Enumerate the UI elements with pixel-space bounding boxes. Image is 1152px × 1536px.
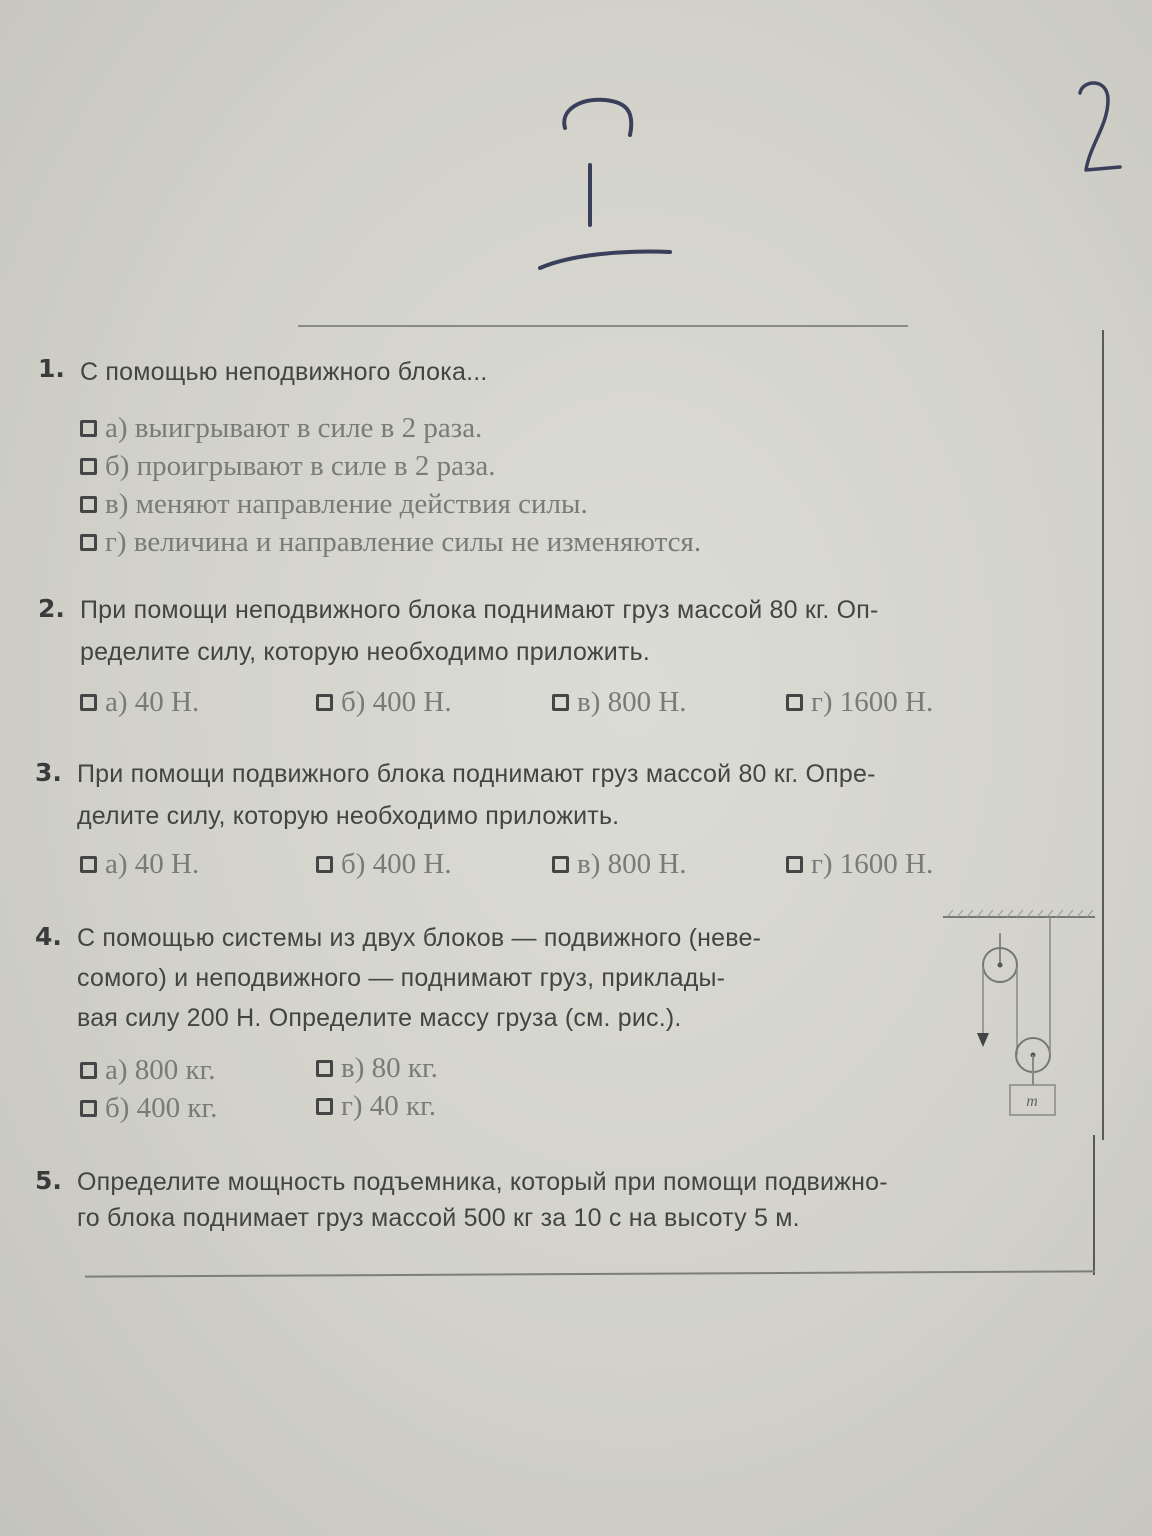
checkbox[interactable] xyxy=(316,856,333,873)
option-2d[interactable]: г) 1600 Н. xyxy=(786,686,933,719)
option-2c[interactable]: в) 800 Н. xyxy=(552,686,687,719)
checkbox[interactable] xyxy=(80,534,97,551)
handwritten-variant-mark xyxy=(520,80,690,280)
checkbox[interactable] xyxy=(80,496,97,513)
checkbox[interactable] xyxy=(552,856,569,873)
option-2b[interactable]: б) 400 Н. xyxy=(316,686,452,719)
checkbox[interactable] xyxy=(786,694,803,711)
option-3a[interactable]: а) 40 Н. xyxy=(80,848,199,881)
checkbox[interactable] xyxy=(80,1100,97,1117)
question-number: 5. xyxy=(35,1166,62,1195)
top-divider xyxy=(298,325,908,327)
question-text-line-1: При помощи неподвижного блока поднимают груз массой 80 кг. Оп- xyxy=(80,596,879,624)
question-number: 3. xyxy=(35,758,62,787)
checkbox[interactable] xyxy=(80,694,97,711)
checkbox[interactable] xyxy=(80,1062,97,1079)
option-3c[interactable]: в) 800 Н. xyxy=(552,848,687,881)
question-text-line-1: С помощью системы из двух блоков — подвижного (неве- xyxy=(77,924,762,952)
question-text-line-2: делите силу, которую необходимо приложить. xyxy=(77,802,620,830)
question-text: С помощью неподвижного блока... xyxy=(80,358,488,386)
checkbox[interactable] xyxy=(316,1098,333,1115)
checkbox[interactable] xyxy=(786,856,803,873)
question-text-line-1: Определите мощность подъемника, который при помощи подвижно- xyxy=(77,1168,888,1196)
checkbox[interactable] xyxy=(552,694,569,711)
option-1c[interactable]: в) меняют направление действия силы. xyxy=(80,488,588,521)
option-1a[interactable]: а) выигрывают в силе в 2 раза. xyxy=(80,412,482,445)
handwritten-page-number xyxy=(1068,75,1128,185)
question-number: 2. xyxy=(38,594,65,623)
option-4b[interactable]: б) 400 кг. xyxy=(80,1092,217,1125)
option-1b[interactable]: б) проигрывают в силе в 2 раза. xyxy=(80,450,496,483)
mass-label: m xyxy=(1026,1093,1038,1110)
bottom-divider xyxy=(85,1270,1095,1277)
pulley-system-figure xyxy=(935,905,1105,1125)
option-4d[interactable]: г) 40 кг. xyxy=(316,1090,436,1123)
option-4a[interactable]: а) 800 кг. xyxy=(80,1054,216,1087)
option-3b[interactable]: б) 400 Н. xyxy=(316,848,452,881)
option-4c[interactable]: в) 80 кг. xyxy=(316,1052,438,1085)
question-text-line-3: вая силу 200 Н. Определите массу груза (см. рис.). xyxy=(77,1004,682,1032)
option-2a[interactable]: а) 40 Н. xyxy=(80,686,199,719)
question-number: 1. xyxy=(38,354,65,383)
checkbox[interactable] xyxy=(80,856,97,873)
checkbox[interactable] xyxy=(316,694,333,711)
frame-border-right-lower xyxy=(1093,1135,1095,1275)
checkbox[interactable] xyxy=(316,1060,333,1077)
checkbox[interactable] xyxy=(80,420,97,437)
question-text-line-2: сомого) и неподвижного — поднимают груз, приклады- xyxy=(77,964,726,992)
question-number: 4. xyxy=(35,922,62,951)
question-text-line-2: го блока поднимает груз массой 500 кг за 10 с на высоту 5 м. xyxy=(77,1204,800,1232)
option-3d[interactable]: г) 1600 Н. xyxy=(786,848,933,881)
option-1d[interactable]: г) величина и направление силы не изменяются. xyxy=(80,526,701,559)
question-text-line-1: При помощи подвижного блока поднимают груз массой 80 кг. Опре- xyxy=(77,760,876,788)
question-text-line-2: ределите силу, которую необходимо приложить. xyxy=(80,638,650,666)
checkbox[interactable] xyxy=(80,458,97,475)
